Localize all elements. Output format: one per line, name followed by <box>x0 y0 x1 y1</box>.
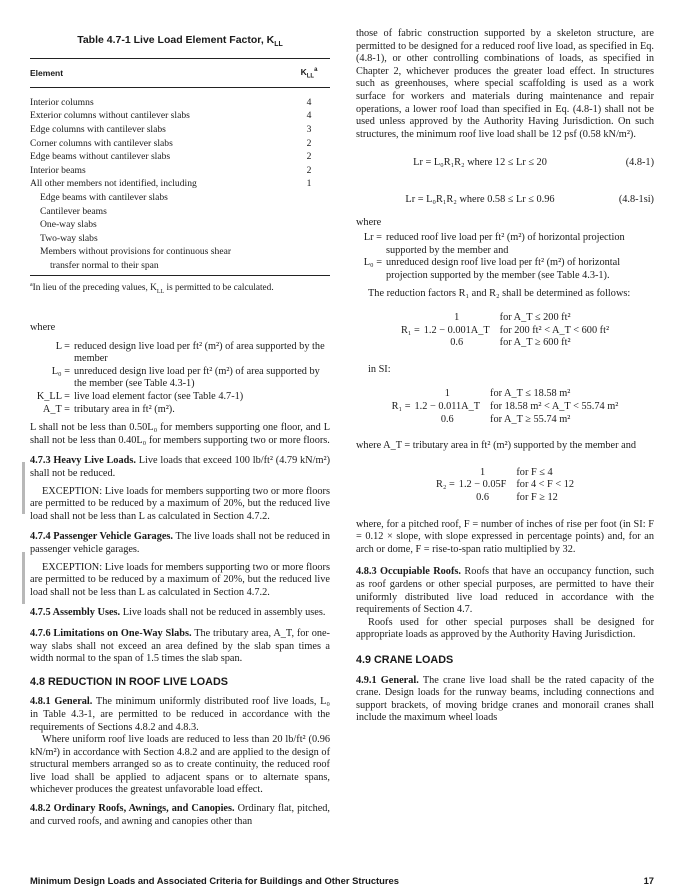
section-4-7-4: 4.7.4 Passenger Vehicle Garages. The live loads shall not be reduced in passenger vehicle garages. <box>30 531 331 555</box>
table-row: Corner columns with cantilever slabs 2 <box>30 137 312 149</box>
definition-item: L₀ = unreduced design roof live load per ft² (m²) of horizontal projection supported by the member (see Table 4.3-1). <box>363 257 621 281</box>
exception-4-7-3: EXCEPTION: Live loads for members supporting two or more floors are permitted to be reduced by a maximum of 20%, but the reduced live load shall not be less than L as calculated in Section 4.7.2. <box>30 485 330 522</box>
table-row: Interior columns 4 <box>30 96 312 108</box>
equation-4-8-1si: Lr = L₀R₁R₂ where 0.58 ≤ Lr ≤ 0.96 (4.8-1si) <box>405 193 654 205</box>
table-row: Two-way slabs <box>40 232 98 244</box>
section-4-8-title: 4.8 REDUCTION IN ROOF LIVE LOADS <box>30 675 228 688</box>
section-4-7-6: 4.7.6 Limitations on One-Way Slabs. The tributary area, A_T, for one-way slabs shall not exceed an area defined by the slab span times a width normal to the span of 1.5 times the slab span. <box>30 627 330 665</box>
equation-r1: R₁ = 1 1.2 − 0.001A_T 0.6 for A_T ≤ 200 ft² for 200 ft² < A_T < 600 ft² for A_T ≥ 600 ft² <box>400 312 610 349</box>
where-label: where <box>30 322 56 334</box>
section-4-8-1-para2: Where uniform roof live loads are reduced to less than 20 lb/ft² (0.96 kN/m²) in accordance with Section 4.8.2 and are applied to the design of structural members arranged so as to create continuity, the reduced roof live load shall be applied to adjacent spans or to alternate spans, whichever produces the greatest unfavorable load effect. <box>30 734 330 796</box>
change-bar <box>22 462 25 514</box>
definition-item: Lr = reduced roof live load per ft² (m²) of horizontal projection supported by the member and <box>363 232 625 256</box>
table-title: Table 4.7-1 Live Load Element Factor, $K_{LL}$ <box>77 34 283 49</box>
table-row: Members without provisions for continuous shear <box>40 246 232 258</box>
change-bar <box>22 552 25 604</box>
left-column <box>30 28 330 828</box>
definition-item: A_T = tributary area in ft² (m²). <box>42 403 175 415</box>
roof-intro-paragraph: those of fabric construction supported by a skeleton structure, are permitted to be designed for a reduced roof live load, as specified in Eq. (4.8-1), or other controlling combinations of loads, as specified in Chapter 2, whichever produces the greater load effect. In structures such as greenhouses, where special scaffolding is used as a work surface for workers and materials during maintenance and repair operations, a lower roof load than specified in Eq. (4.8-1) shall not be used unless approved by the Authority Having Jurisdiction. On such structures, the minimum roof live load shall be 12 psf (0.58 kN/m²). <box>356 28 654 140</box>
live-load-factor-table <box>30 58 330 276</box>
table-footnote: $^a$In lieu of the preceding values, $K_{LL}$ is permitted to be calculated. <box>30 281 274 295</box>
exception-4-7-4: EXCEPTION: Live loads for members supporting two or more floors are permitted to be reduced by a maximum of 20%, but the reduced live load shall not be less than L as calculated in Section 4.7.2. <box>30 561 330 598</box>
right-column <box>356 28 654 725</box>
table-row: Cantilever beams <box>40 205 107 217</box>
section-4-8-3: 4.8.3 Occupiable Roofs. Roofs that have an occupancy function, such as roof gardens or other special purposes, are permitted to have their uniformly distributed live load reduced in accordance with the requirements of Section 4.7. <box>356 566 654 616</box>
table-row: Interior beams 2 <box>30 164 312 176</box>
footer-title: Minimum Design Loads and Associated Criteria for Buildings and Other Structures <box>30 875 399 886</box>
table-row: One-way slabs <box>40 219 97 231</box>
pitch-paragraph: where, for a pitched roof, F = number of inches of rise per foot (in SI: F = 0.12 × slope, with slope expressed in percentage points) and, for an arch or dome, F = rise-to-span ratio multiplied by 32. <box>356 518 654 555</box>
section-4-9-title: 4.9 CRANE LOADS <box>356 653 454 666</box>
equation-r2: R₂ = 1 1.2 − 0.05F 0.6 for F ≤ 4 for 4 < F < 12 for F ≥ 12 <box>435 466 575 504</box>
definition-item: K_LL = live load element factor (see Table 4.7-1) <box>36 391 244 403</box>
where-label-right: where <box>356 216 382 228</box>
equation-r1-si: R₁ = 1 1.2 − 0.011A_T 0.6 for A_T ≤ 18.58 m² for 18.58 m² < A_T < 55.74 m² for A_T ≥ 55.74 m² <box>391 388 619 425</box>
table-header-row <box>30 58 330 87</box>
table-row: Edge beams without cantilever slabs 2 <box>30 151 312 163</box>
col-header-element: Element <box>30 58 288 87</box>
table-row: Exterior columns without cantilever slabs 4 <box>30 110 312 122</box>
table-row: transfer normal to their span <box>30 259 330 275</box>
variable-definitions <box>30 341 330 417</box>
section-4-7-5: 4.7.5 Assembly Uses. Live loads shall not be reduced in assembly uses. <box>30 607 326 619</box>
in-si-label: in SI: <box>368 363 391 375</box>
section-4-7-3: 4.7.3 Heavy Live Loads. Live loads that exceed 100 lb/ft² (4.79 kN/m²) shall not be reduced. <box>30 455 330 479</box>
table-row: Edge columns with cantilever slabs 3 <box>30 123 312 135</box>
table-row: All other members not identified, including 1 <box>30 178 312 190</box>
definition-item: L₀ = unreduced design live load per ft² (m²) of area supported by the member (see Table 4.3-1) <box>51 365 320 390</box>
col-header-kll: $K_{LL}^a$ <box>288 58 330 87</box>
tributary-area-definition: where A_T = tributary area in ft² (m²) supported by the member and <box>356 440 636 452</box>
roof-variable-definitions <box>356 232 654 282</box>
definition-item: L = reduced design live load per ft² (m²) of area supported by the member <box>55 340 325 365</box>
reduction-factors-paragraph: The reduction factors R₁ and R₂ shall be determined as follows: <box>368 287 631 299</box>
section-4-8-3-para2: Roofs used for other special purposes shall be designed for appropriate loads as approved by the Authority Having Jurisdiction. <box>356 616 654 641</box>
section-4-8-2: 4.8.2 Ordinary Roofs, Awnings, and Canopies. Ordinary flat, pitched, and curved roofs, and awning and canopies other than <box>30 803 331 827</box>
table-row: Edge beams with cantilever slabs <box>40 191 168 203</box>
section-4-8-1: 4.8.1 General. The minimum uniformly distributed roof live loads, L₀ in Table 4.3-1, are permitted to be reduced in accordance with the requirements of Sections 4.8.2 and 4.8.3. <box>30 696 331 733</box>
page-number: 17 <box>643 875 654 886</box>
equation-4-8-1: Lr = L₀R₁R₂ where 12 ≤ Lr ≤ 20 (4.8-1) <box>413 157 654 169</box>
section-4-9-1: 4.9.1 General. The crane live load shall be the rated capacity of the crane. Design loads for the runway beams, including connections and support brackets, of moving bridge cranes and monorail cranes shall include the maximum wheel loads <box>356 674 655 724</box>
page-footer <box>30 875 654 888</box>
limit-paragraph: L shall not be less than 0.50L₀ for members supporting one floor, and L shall not be less than 0.40L₀ for members supporting two or more floors. <box>30 422 330 446</box>
